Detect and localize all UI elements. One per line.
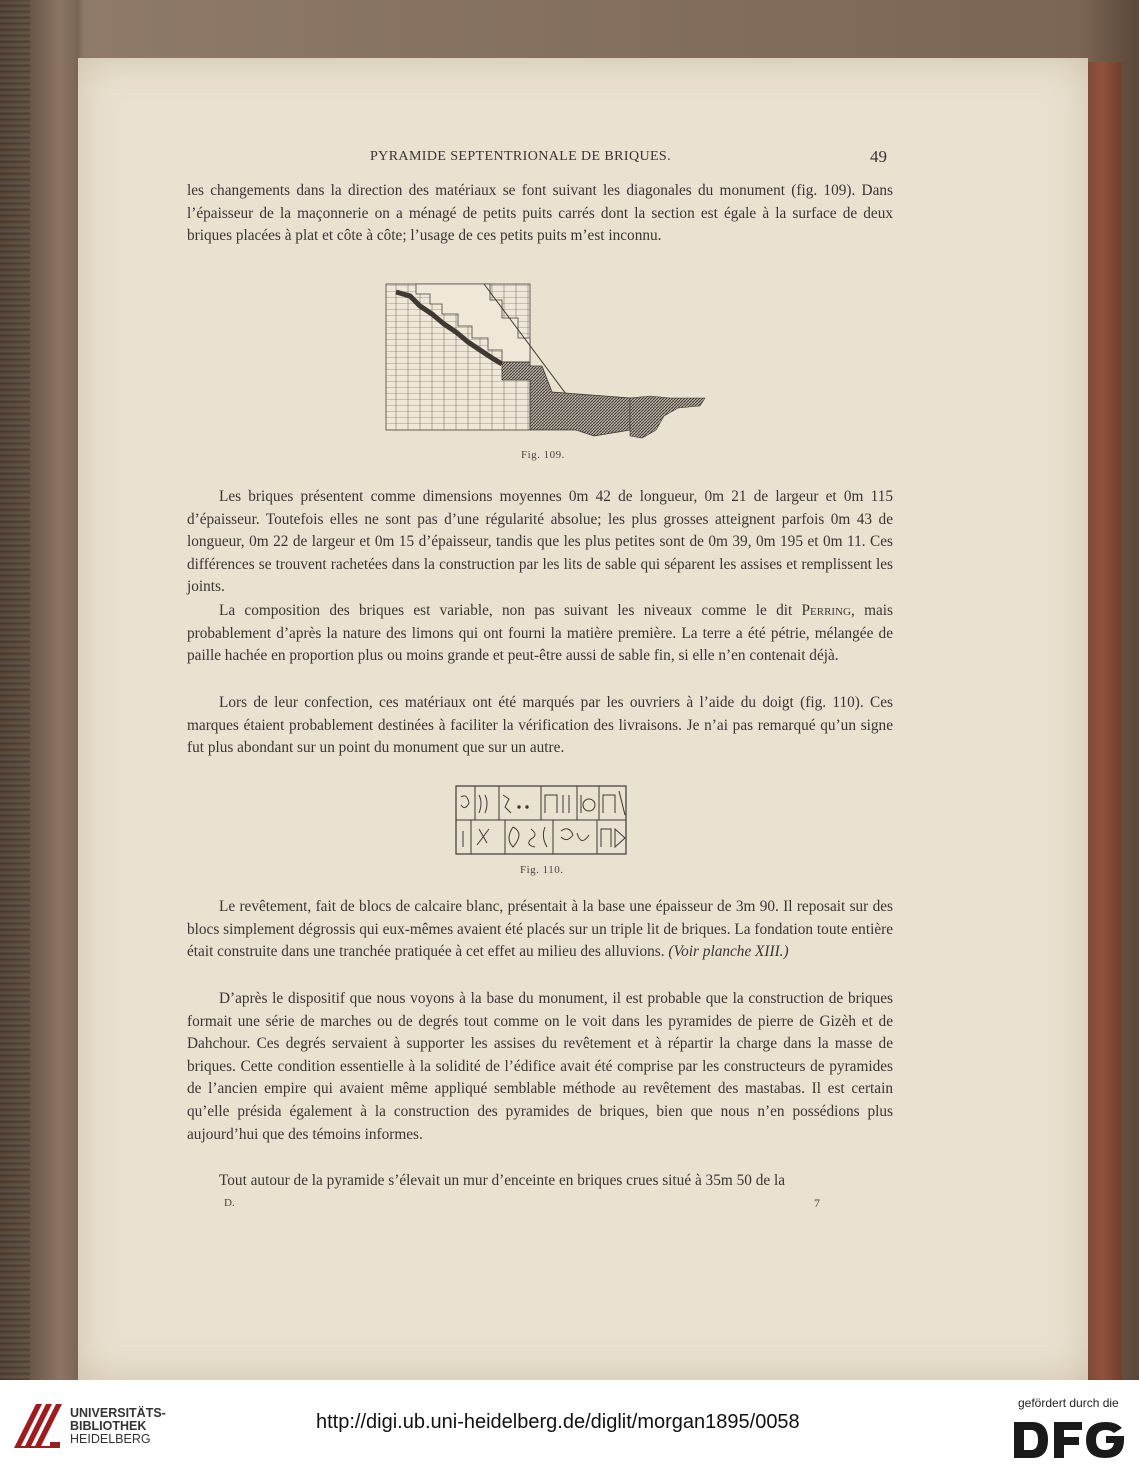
university-name[interactable]: UNIVERSITÄTS- BIBLIOTHEK HEIDELBERG (70, 1406, 166, 1446)
paragraph-3 (187, 600, 893, 668)
paragraph-1 (187, 180, 893, 248)
paragraph-text: Lors de leur confection, ces matériaux ont été marqués par les ouvriers à l’aide du doigt (fig. 110). Ces marques étaient probablement destinées à faciliter la vérification des livraisons. Je n’ai pas remarqué qu’un signe fut plus abondant sur un point du monument que sur un autre. (187, 694, 893, 757)
paragraph-text: Le revêtement, fait de blocs de calcaire blanc, présentait à la base une épaisseur de 3m 90. Il reposait sur des blocs simplement dégrossis qui eux-mêmes avaient été placés sur un triple lit de briques. La fondation toute entière était construite dans une tranchée pratiquée à cet effet au milieu des alluvions. (Voir planche XIII.) (187, 898, 893, 961)
figure-109-drawing (380, 280, 710, 440)
permalink-url[interactable]: http://digi.ub.uni-heidelberg.de/diglit/morgan1895/0058 (316, 1411, 800, 1433)
paragraph-text: La composition des briques est variable, non pas suivant les niveaux comme le dit Perring, mais probablement d’après la nature des limons qui ont fourni la matière première. La terre a été pétrie, mélangée de paille hachée en proportion plus ou moins grande et peut-être aussi de sable fin, si elle n’en contenait déjà. (187, 602, 893, 665)
paragraph-text: les changements dans la direction des matériaux se font suivant les diagonales du monument (fig. 109). Dans l’épaisseur de la maçonnerie on a ménagé de petits puits carrés dont la section est égale à la surface de deux briques placées à plat et côte à côte; l’usage de ces petits puits m’est inconnu. (187, 182, 893, 245)
page-number: 49 (870, 147, 887, 166)
ground-profile (630, 396, 705, 438)
figure-110-caption: Fig. 110. (520, 864, 564, 876)
sponsor-text: gefördert durch die (1018, 1396, 1119, 1410)
figure-110-brick-marks (455, 785, 627, 855)
plate-reference: (Voir planche XIII.) (668, 943, 789, 961)
author-name: Perring (801, 602, 851, 619)
paragraph-text: Les briques présentent comme dimensions moyennes 0m 42 de longueur, 0m 21 de largeur et 0m 115 d’épaisseur. Toutefois elles ne sont pas d’une régularité absolue; les plus grosses atteignent parfois 0m 43 de longueur, 0m 22 de largeur et 0m 15 d’épaisseur, tandis que les plus petites sont de 0m 39, 0m 195 et 0m 11. Ces différences se trouvent rachetées dans la construction par les lits de sable qui séparent les assises et remplissent les joints. (187, 488, 893, 596)
book-spine-edge (0, 0, 30, 1380)
signature-number: 7 (814, 1196, 820, 1210)
paragraph-6 (187, 988, 893, 1146)
paragraph-text: Tout autour de la pyramide s’élevait un mur d’enceinte en briques crues situé à 35m 50 de la (219, 1172, 785, 1189)
page-edge (1088, 62, 1122, 1380)
dfg-logo-icon[interactable] (1012, 1418, 1127, 1462)
paragraph-2 (187, 486, 893, 599)
university-logo-icon[interactable] (10, 1398, 66, 1454)
paragraph-4 (187, 692, 893, 760)
dfg-logo-text: DFG (1012, 1418, 1015, 1419)
signature-letter: D. (224, 1197, 235, 1209)
paragraph-7 (187, 1170, 893, 1193)
figure-109-caption: Fig. 109. (521, 449, 565, 461)
running-title: PYRAMIDE SEPTENTRIONALE DE BRIQUES. (370, 149, 671, 164)
paragraph-5 (187, 896, 893, 964)
paragraph-text: D’après le dispositif que nous voyons à la base du monument, il est probable que la construction de briques formait une série de marches ou de degrés tout comme on le voit dans les pyramides de pierre de Gizèh et de Dahchour. Ces degrés servaient à supporter les assises du revêtement et à répartir la charge dans la masse de briques. Cette condition essentielle à la solidité de l’édifice avait été comprise par les constructeurs de pyramides de l’ancien empire qui avaient même appliqué semblable méthode au revêtement des mastabas. Il est certain qu’elle présida également à la construction des pyramides de briques, bien que nous n’en possédions plus aujourd’hui que des témoins informes. (187, 990, 893, 1143)
